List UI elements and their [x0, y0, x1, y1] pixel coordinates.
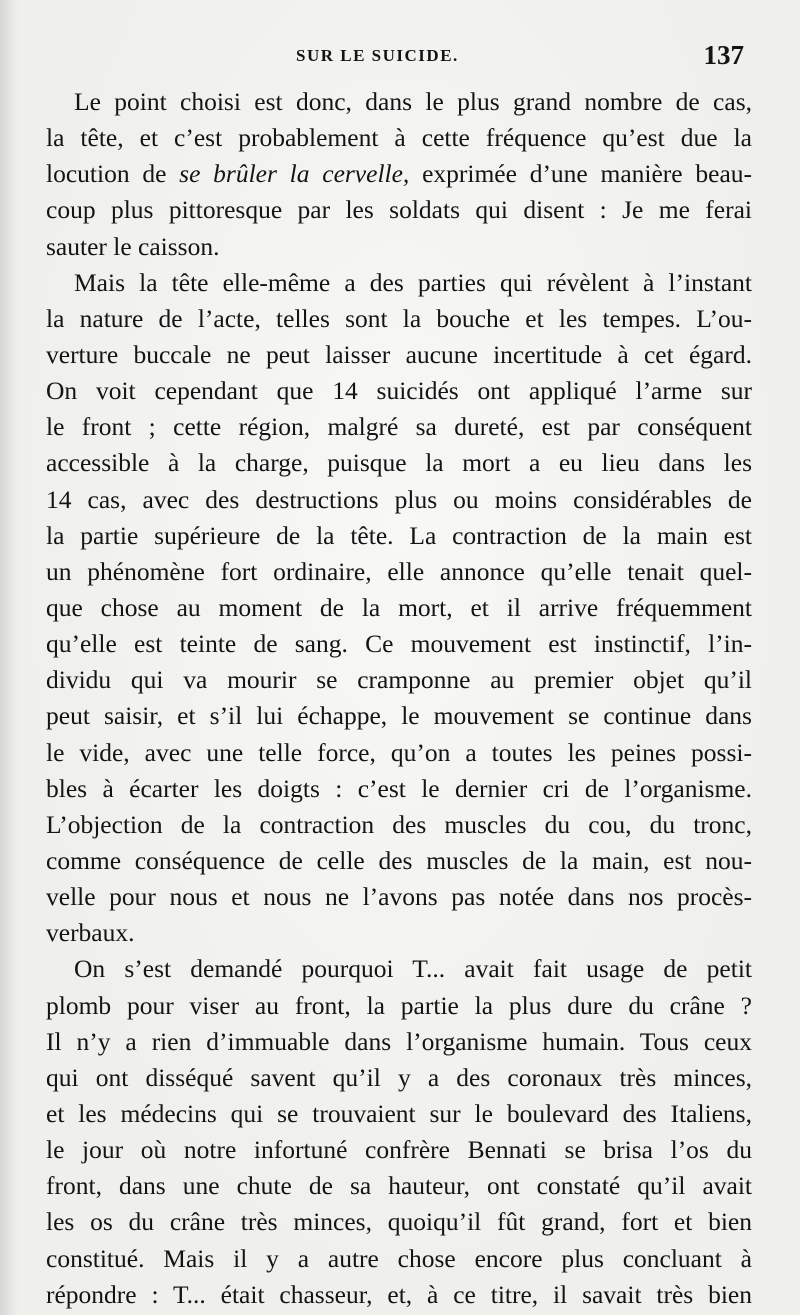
body-text [46, 84, 752, 1313]
text-line: la nature de l’acte, telles sont la bouche et les tempes. L’ou- [46, 303, 752, 333]
text-line: accessible à la charge, puisque la mort a eu lieu dans les [46, 448, 752, 478]
text-line: un phénomène fort ordinaire, elle annonce qu’elle tenait quel- [46, 556, 752, 586]
text-line: qu’elle est teinte de sang. Ce mouvement est instinctif, l’in- [46, 629, 752, 659]
running-head-title: SUR LE SUICIDE. [296, 46, 459, 65]
text-line: plomb pour viser au front, la partie la plus dure du crâne ? [46, 990, 752, 1020]
italic-phrase: se brûler la cervelle, [179, 159, 410, 189]
text-line: la tête, et c’est probablement à cette fréquence qu’est due la [46, 123, 752, 153]
text-line: front, dans une chute de sa hauteur, ont constaté qu’il avait [46, 1171, 752, 1201]
running-head [0, 36, 800, 76]
text-line: On s’est demandé pourquoi T... avait fait usage de petit [74, 954, 752, 984]
text-line: Le point choisi est donc, dans le plus grand nombre de cas, [74, 87, 752, 116]
text-line: qui ont disséqué savent qu’il y a des coronaux très minces, [46, 1062, 752, 1092]
text-line: Mais la tête elle-même a des parties qui révèlent à l’instant [74, 267, 752, 297]
text-line: que chose au moment de la mort, et il arrive fréquemment [46, 592, 752, 622]
text-line: et les médecins qui se trouvaient sur le boulevard des Italiens, [46, 1098, 752, 1128]
text-segment: exprimée d’une manière beau- [409, 159, 753, 189]
text-line: le jour où notre infortuné confrère Bennati se brisa l’os du [46, 1135, 752, 1165]
text-line: le vide, avec une telle force, qu’on a toutes les peines possi- [46, 737, 752, 767]
text-line: le front ; cette région, malgré sa dureté, est par conséquent [46, 412, 752, 442]
text-line: verbaux. [46, 918, 135, 948]
text-line: répondre : T... était chasseur, et, à ce titre, il savait très bien [46, 1279, 752, 1309]
text-line: comme conséquence de celle des muscles de la main, est nou- [46, 845, 752, 875]
text-line: L’objection de la contraction des muscles du cou, du tronc, [46, 809, 752, 839]
text-line: peut saisir, et s’il lui échappe, le mouvement se continue dans [46, 701, 752, 731]
page-number: 137 [703, 40, 744, 70]
text-line: coup plus pittoresque par les soldats qui disent : Je me ferai [46, 195, 752, 225]
text-line: Il n’y a rien d’immuable dans l’organisme humain. Tous ceux [46, 1026, 752, 1056]
page-gutter-shadow [0, 0, 18, 1315]
text-line: verture buccale ne peut laisser aucune incertitude à cet égard. [46, 339, 752, 369]
text-line: la partie supérieure de la tête. La contraction de la main est [46, 520, 752, 550]
text-line: velle pour nous et nous ne l’avons pas notée dans nos procès- [46, 882, 752, 912]
text-line: bles à écarter les doigts : c’est le dernier cri de l’organisme. [46, 773, 752, 803]
text-line: dividu qui va mourir se cramponne au premier objet qu’il [46, 665, 752, 695]
text-line: 14 cas, avec des destructions plus ou moins considérables de [46, 484, 752, 514]
text-segment: locution de [46, 159, 180, 189]
text-line: On voit cependant que 14 suicidés ont appliqué l’arme sur [46, 376, 752, 406]
text-line: les os du crâne très minces, quoiqu’il fût grand, fort et bien [46, 1207, 752, 1237]
text-line: constitué. Mais il y a autre chose encore plus concluant à [46, 1243, 752, 1273]
text-line [46, 156, 752, 192]
text-line: sauter le caisson. [46, 231, 220, 261]
